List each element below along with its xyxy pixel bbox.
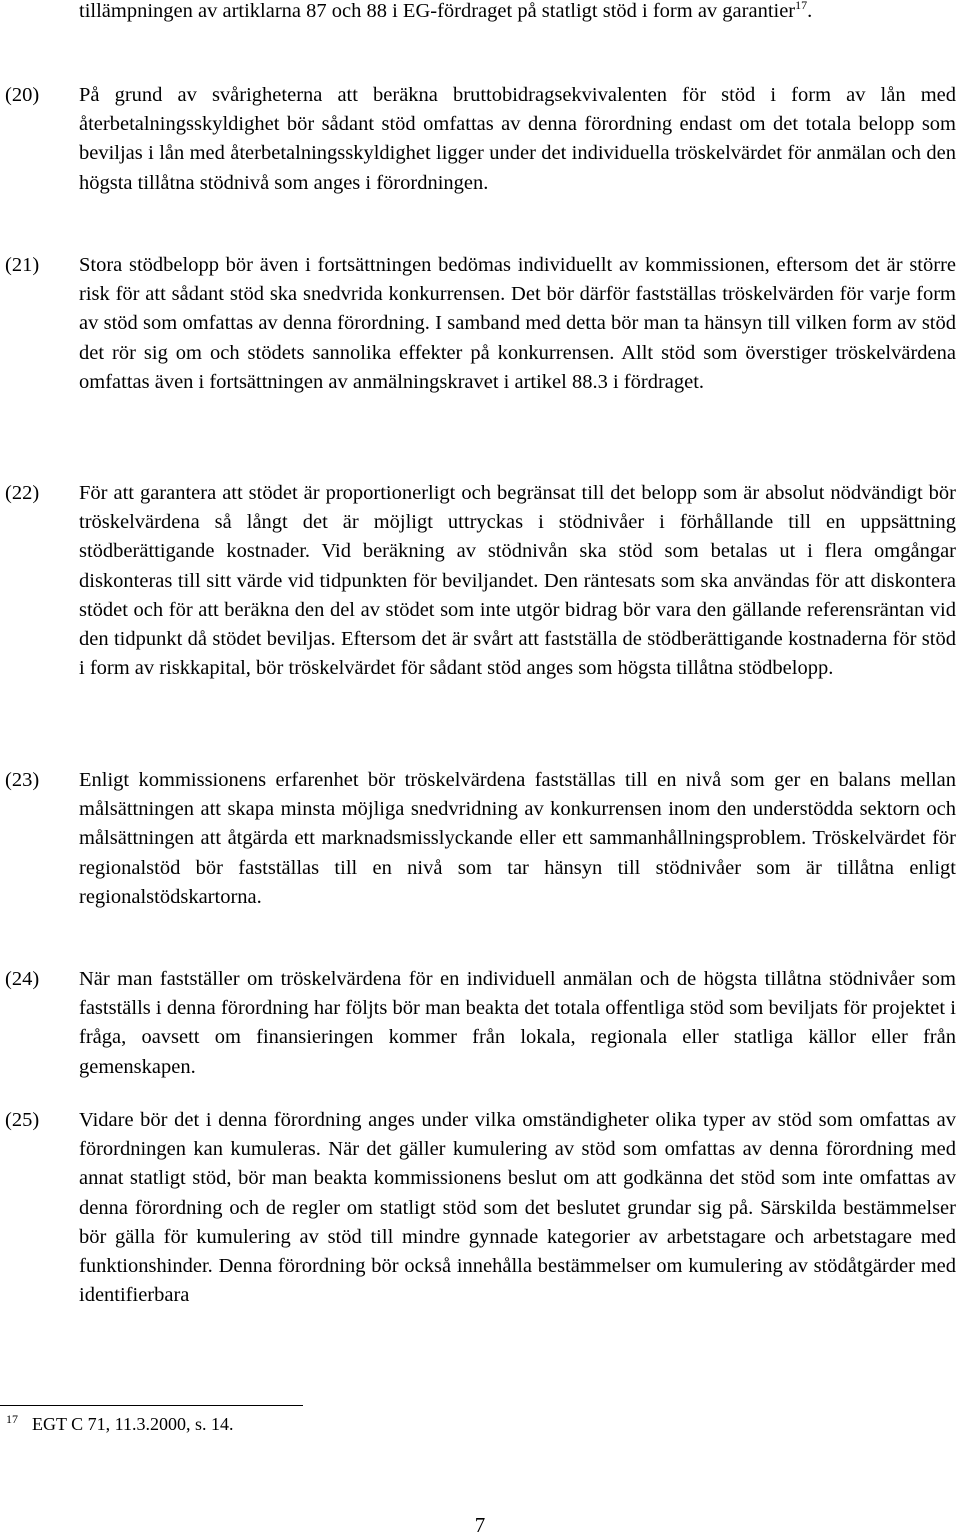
paragraph-text: Vidare bör det i denna förordning anges under vilka omständigheter olika typer av stöd som omfattas av förordningen kan kumuleras. När det gäller kumulering av stöd som omfattas av denna förordning med annat statligt stöd, bör man beakta kommissionens beslut om att godkänna det stöd som inte omfattas av denna förordning och de regler om statligt stöd som det beslutet grundar sig på. Särskilda bestämmelser bör gälla för kumulering av stöd till mindre gynnade kategorier av arbetstagare och arbetstagare med funktionshinder. Denna förordning bör också innehålla bestämmelser om kumulering av stödåtgärder med identifierbara [79,1109,956,1307]
paragraph-text: På grund av svårigheterna att beräkna bruttobidragsekvivalenten för stöd i form av lån med återbetalningsskyldighet bör sådant stöd omfattas av denna förordning endast om det totala belopp som beviljas i lån med återbetalningsskyldighet ligger under det individuella tröskelvärdet för anmälan och den högsta tillåtna stödnivå som anges i förordningen. [79,84,956,194]
footnote-separator [0,1405,303,1406]
paragraph-number: (22) [5,482,40,504]
continuation-paragraph [79,0,956,26]
continuation-end: . [807,0,813,22]
paragraph-text: När man fastställer om tröskelvärdena för en individuell anmälan och de högsta tillåtna stödnivåer som fastställs i denna förordning har följts bör man beakta det totala offentliga stöd som beviljats för projektet i fråga, oavsett om finansieringen kommer från lokala, regionala eller statliga källor eller från gemenskapen. [79,968,956,1078]
footnote-marker: 17 [6,1412,18,1426]
page-number: 7 [474,1513,486,1537]
footnote-reference: 17 [795,0,808,13]
footnote-text: EGT C 71, 11.3.2000, s. 14. [32,1414,234,1434]
paragraph-text: För att garantera att stödet är proportionerligt och begränsat till det belopp som är absolut nödvändigt bör tröskelvärdena så långt det är möjligt uttryckas i stödnivåer i förhållande till en uppsättning stödberättigande kostnader. Vid beräkning av stödnivån ska stöd som betalas ut i flera omgångar diskonteras till sitt värde vid tidpunkten för beviljandet. Den räntesats som ska användas för att diskontera stödet och för att beräkna den del av stödet som inte utgör bidrag bör vara den gällande referensräntan vid den tidpunkt då stödet beviljas. Eftersom det är svårt att fastställa de stödberättigande kostnaderna för stöd i form av riskkapital, bör tröskelvärdet för sådant stöd anges som högsta tillåtna stödbelopp. [79,482,956,680]
continuation-text: tillämpningen av artiklarna 87 och 88 i EG-fördraget på statligt stöd i form av garantier [79,0,796,22]
footnote [6,1413,234,1435]
paragraph-number: (21) [5,254,40,276]
paragraph-text: Stora stödbelopp bör även i fortsättningen bedömas individuellt av kommissionen, eftersom det är större risk för att sådant stöd ska snedvrida konkurrensen. Det bör därför fastställas tröskelvärden för varje form av stöd som omfattas av denna förordning. I samband med detta bör man ta hänsyn till vilken form av stöd det rör sig om och stödets sannolika effekter på konkurrensen. Allt stöd som överstiger tröskelvärdena omfattas även i fortsättningen av anmälningskravet i artikel 88.3 i fördraget. [79,254,956,393]
paragraph-number: (20) [5,84,40,106]
paragraph-number: (25) [5,1109,40,1131]
paragraph-number: (23) [5,769,40,791]
paragraph-text: Enligt kommissionens erfarenhet bör tröskelvärdena fastställas till en nivå som ger en balans mellan målsättningen att skapa minsta möjliga snedvridning av konkurrensen inom den understödda sektorn och målsättningen att åtgärda ett marknadsmisslyckande eller ett sammanhållningsproblem. Tröskelvärdet för regionalstöd bör fastställas till en nivå som tar hänsyn till stödnivåer som är tillåtna enligt regionalstödskartorna. [79,769,956,908]
paragraph-number: (24) [5,968,40,990]
